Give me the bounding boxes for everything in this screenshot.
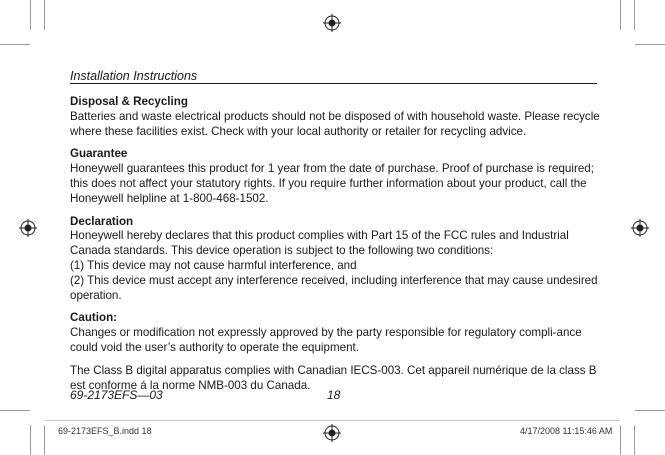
slug-rule	[45, 420, 620, 421]
slug-timestamp: 4/17/2008 11:15:46 AM	[520, 426, 613, 436]
crop-mark	[44, 0, 45, 30]
crop-mark	[30, 425, 31, 455]
registration-mark-icon	[19, 219, 37, 237]
crop-mark	[44, 425, 45, 455]
section-heading: Guarantee	[70, 147, 128, 161]
crop-mark	[634, 425, 635, 455]
crop-mark	[0, 44, 30, 45]
document-body	[70, 95, 600, 401]
section-declaration	[70, 215, 600, 304]
section-text: Batteries and waste electrical products should not be disposed of with household waste. Please recycle where these facilities exist. Check with your local authority or retailer for recycling advice.	[70, 109, 600, 138]
section-heading: Caution:	[70, 311, 118, 325]
section-text: Honeywell hereby declares that this product complies with Part 15 of the FCC rules and Industrial Canada standards. This device operation is subject to the following two conditions:	[70, 229, 569, 258]
section-caution	[70, 311, 600, 355]
crop-mark	[620, 425, 621, 455]
registration-mark-icon	[631, 219, 649, 237]
page-header-title: Installation Instructions	[70, 69, 198, 83]
section-heading: Declaration	[70, 214, 134, 228]
section-heading: Disposal & Recycling	[70, 95, 188, 108]
crop-mark	[30, 0, 31, 30]
document-number: 69-2173EFS—03	[70, 388, 163, 402]
registration-mark-icon	[323, 14, 341, 32]
header-rule	[70, 83, 597, 84]
crop-mark	[635, 44, 665, 45]
crop-mark	[620, 0, 621, 30]
section-text: Changes or modification not expressly approved by the party responsible for regulatory compli-ance could void the user’s authority to operate the equipment.	[70, 326, 582, 354]
crop-mark	[634, 0, 635, 30]
page-number: 18	[327, 388, 341, 402]
condition-1: (1) This device may not cause harmful interference, and	[70, 258, 357, 272]
section-guarantee	[70, 147, 600, 206]
crop-mark	[635, 410, 665, 411]
condition-2: (2) This device must accept any interference received, including interference that may cause undesired operation.	[70, 273, 598, 302]
section-text: The Class B digital apparatus complies with Canadian IECS-003. Cet appareil numérique de la class B est conforme á la norme NMB-003 du Canada.	[70, 363, 597, 392]
registration-mark-icon	[323, 424, 341, 442]
crop-mark	[0, 410, 30, 411]
section-text: Honeywell guarantees this product for 1 year from the date of purchase. Proof of purchase is required; this does not affect your statutory rights. If you require further information about your product, call the Honeywell helpline at 1-800-468-1502.	[70, 162, 594, 205]
slug-filename: 69-2173EFS_B.indd 18	[58, 426, 152, 436]
section-disposal	[70, 95, 600, 139]
